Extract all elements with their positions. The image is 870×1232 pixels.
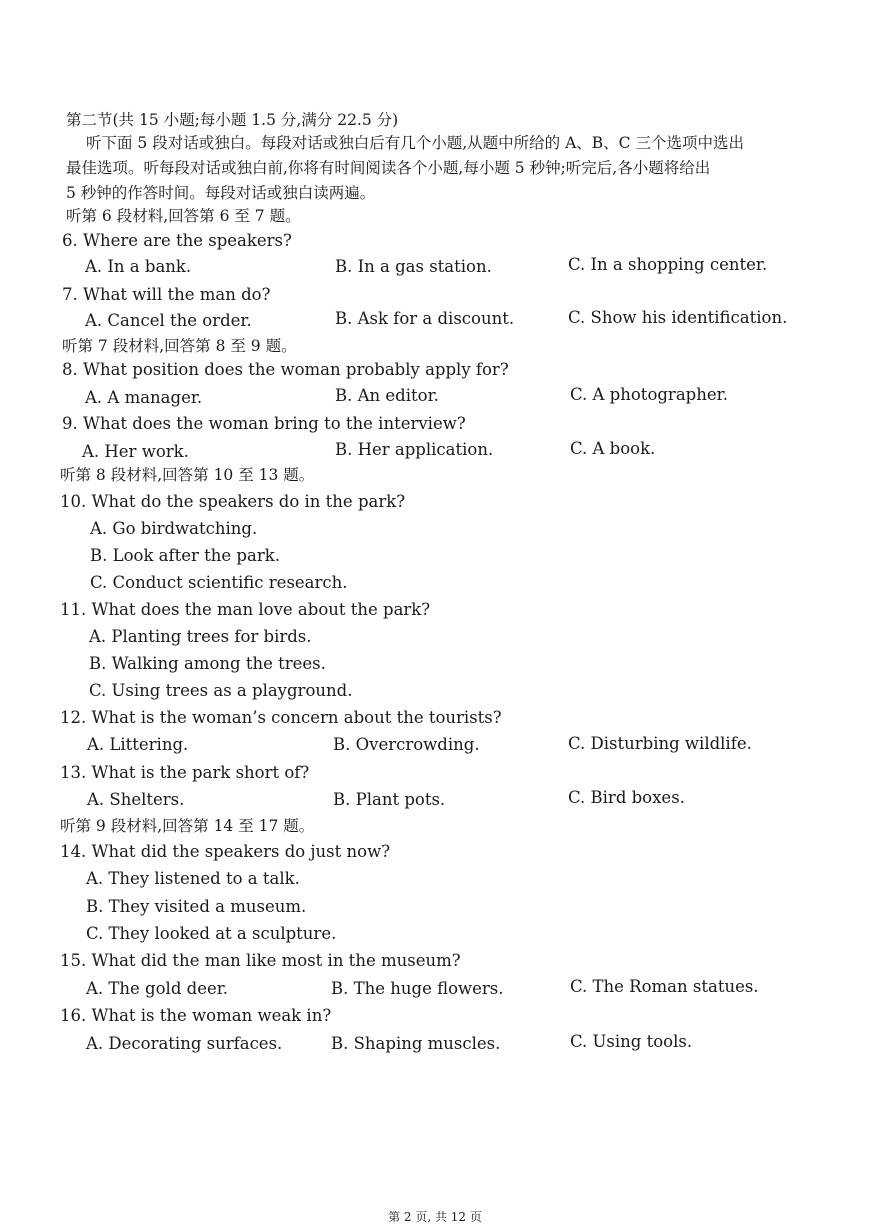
material-intro: 听第 9 段材料,回答第 14 至 17 题。 — [60, 817, 315, 835]
page-number: 第 2 页, 共 12 页 — [388, 1210, 482, 1224]
question-stem: 12. What is the woman’s concern about the tourists? — [60, 708, 502, 727]
instruction-line: 5 秒钟的作答时间。每段对话或独白读两遍。 — [66, 184, 376, 202]
question-stem: 8. What position does the woman probably apply for? — [62, 360, 509, 379]
option-a: A. A manager. — [85, 388, 203, 407]
option-c: C. Bird boxes. — [568, 788, 685, 807]
option-c: C. Disturbing wildlife. — [568, 734, 752, 753]
option-c: C. Show his identification. — [568, 308, 788, 327]
option-b: B. Ask for a discount. — [335, 309, 515, 328]
option-c: C. In a shopping center. — [568, 255, 768, 274]
question-stem: 11. What does the man love about the park? — [60, 600, 431, 619]
question-stem: 6. Where are the speakers? — [62, 231, 292, 250]
option-a: A. The gold deer. — [86, 979, 229, 998]
question-stem: 7. What will the man do? — [62, 285, 271, 304]
question-stem: 13. What is the park short of? — [60, 763, 310, 782]
option-b: B. In a gas station. — [335, 257, 492, 276]
option-a: A. In a bank. — [85, 257, 192, 276]
option-a: A. Littering. — [87, 735, 189, 754]
option-a: A. Shelters. — [87, 790, 185, 809]
option-c: C. The Roman statues. — [570, 977, 759, 996]
material-intro: 听第 7 段材料,回答第 8 至 9 题。 — [62, 337, 297, 355]
option-b: B. Overcrowding. — [333, 735, 480, 754]
option-a: A. Planting trees for birds. — [89, 627, 312, 646]
question-stem: 16. What is the woman weak in? — [60, 1006, 332, 1025]
option-c: C. A photographer. — [570, 385, 728, 404]
option-a: A. Decorating surfaces. — [86, 1034, 283, 1053]
material-intro: 听第 8 段材料,回答第 10 至 13 题。 — [60, 466, 315, 484]
question-stem: 9. What does the woman bring to the interview? — [62, 414, 466, 433]
option-a: A. Cancel the order. — [85, 311, 252, 330]
option-b: B. They visited a museum. — [86, 897, 307, 916]
option-b: B. Walking among the trees. — [89, 654, 326, 673]
option-b: B. Look after the park. — [90, 546, 280, 565]
option-b: B. Shaping muscles. — [331, 1034, 501, 1053]
question-stem: 10. What do the speakers do in the park? — [60, 492, 406, 511]
section-heading: 第二节(共 15 小题;每小题 1.5 分,满分 22.5 分) — [66, 111, 399, 129]
option-c: C. Conduct scientific research. — [90, 573, 348, 592]
instruction-line: 最佳选项。听每段对话或独白前,你将有时间阅读各个小题,每小题 5 秒钟;听完后,各小题将给出 — [66, 159, 711, 177]
option-b: B. An editor. — [335, 386, 439, 405]
option-a: A. Go birdwatching. — [90, 519, 258, 538]
instruction-line: 听下面 5 段对话或独白。每段对话或独白后有几个小题,从题中所给的 A、B、C 三个选项中选出 — [86, 134, 744, 152]
option-c: C. A book. — [570, 439, 656, 458]
option-c: C. They looked at a sculpture. — [86, 924, 337, 943]
option-c: C. Using trees as a playground. — [89, 681, 353, 700]
option-a: A. Her work. — [82, 442, 189, 461]
option-b: B. The huge flowers. — [331, 979, 504, 998]
material-intro: 听第 6 段材料,回答第 6 至 7 题。 — [66, 207, 301, 225]
question-stem: 15. What did the man like most in the museum? — [60, 951, 461, 970]
option-a: A. They listened to a talk. — [86, 869, 300, 888]
option-c: C. Using tools. — [570, 1032, 693, 1051]
question-stem: 14. What did the speakers do just now? — [60, 842, 391, 861]
option-b: B. Plant pots. — [333, 790, 446, 809]
option-b: B. Her application. — [335, 440, 494, 459]
